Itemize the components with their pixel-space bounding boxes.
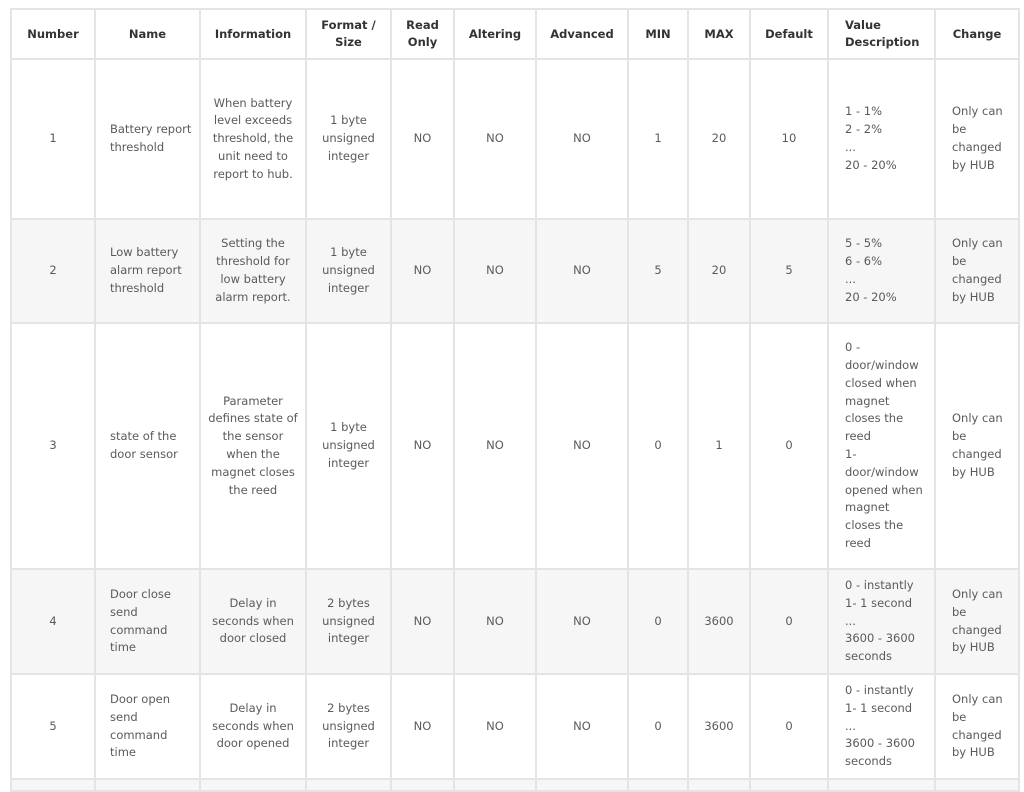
header-change: Change xyxy=(935,9,1019,59)
value-line: 5 - 5% xyxy=(845,236,883,251)
cell-read-only: NO xyxy=(391,674,454,779)
cell-number: 5 xyxy=(11,674,95,779)
value-line: 0 - instantly xyxy=(845,683,914,697)
cell-default: 10 xyxy=(750,59,828,219)
cell-name: state of the door sensor xyxy=(95,323,200,569)
value-line: ... xyxy=(845,718,856,733)
cell-advanced: NO xyxy=(536,59,628,219)
cell-read-only: NO xyxy=(391,59,454,219)
header-format-size: Format / Size xyxy=(306,9,391,59)
cell-value-description xyxy=(828,569,935,674)
cell-altering: NO xyxy=(454,674,536,779)
header-altering: Altering xyxy=(454,9,536,59)
value-line: 20 - 20% xyxy=(845,157,897,172)
cell-min: 0 xyxy=(628,569,688,674)
cell-default: 5 xyxy=(750,219,828,323)
cell-read-only: NO xyxy=(391,569,454,674)
cell-name: Door close send command time xyxy=(95,569,200,674)
cell-format: 1 byte unsigned integer xyxy=(306,219,391,323)
cell-min: 1 xyxy=(628,59,688,219)
cell-min: 0 xyxy=(628,323,688,569)
cell-change: Only can be changed by HUB xyxy=(935,59,1019,219)
table-row xyxy=(11,674,1019,779)
header-min: MIN xyxy=(628,9,688,59)
header-read-only: Read Only xyxy=(391,9,454,59)
cell-max: 20 xyxy=(688,59,750,219)
cell-number: 4 xyxy=(11,569,95,674)
cell-min: 0 xyxy=(628,674,688,779)
cell-value-description xyxy=(828,219,935,323)
cell-max: 3600 xyxy=(688,674,750,779)
cell-min: 5 xyxy=(628,219,688,323)
table-row xyxy=(11,569,1019,674)
header-max: MAX xyxy=(688,9,750,59)
cell-advanced: NO xyxy=(536,569,628,674)
cell-change: Only can be changed by HUB xyxy=(935,569,1019,674)
cell-altering: NO xyxy=(454,59,536,219)
cell-altering: NO xyxy=(454,219,536,323)
cell-format: 2 bytes unsigned integer xyxy=(306,674,391,779)
header-name: Name xyxy=(95,9,200,59)
cell-name: Low battery alarm report threshold xyxy=(95,219,200,323)
cell-read-only: NO xyxy=(391,323,454,569)
cell-read-only: NO xyxy=(391,219,454,323)
table-row xyxy=(11,219,1019,323)
value-line: 1- door/window opened when magnet closes the reed xyxy=(845,447,923,550)
cell-number: 2 xyxy=(11,219,95,323)
cell-altering: NO xyxy=(454,569,536,674)
cell-value-description xyxy=(828,59,935,219)
value-line: ... xyxy=(845,272,856,286)
cell-value-description xyxy=(828,674,935,779)
cell-information: Delay in seconds when door opened xyxy=(200,674,306,779)
parameter-table xyxy=(10,8,1020,792)
cell-information: Setting the threshold for low battery alarm report. xyxy=(200,219,306,323)
cell-default: 0 xyxy=(750,323,828,569)
cell-value-description xyxy=(828,323,935,569)
value-line: 0 - instantly xyxy=(845,578,914,592)
cell-altering: NO xyxy=(454,323,536,569)
table-row-partial xyxy=(11,779,1019,791)
header-number: Number xyxy=(11,9,95,59)
table-row xyxy=(11,59,1019,219)
header-information: Information xyxy=(200,9,306,59)
cell-format: 1 byte unsigned integer xyxy=(306,323,391,569)
value-line: 3600 - 3600 seconds xyxy=(845,736,915,769)
header-row xyxy=(11,9,1019,59)
cell-information: Delay in seconds when door closed xyxy=(200,569,306,674)
cell-information: When battery level exceeds threshold, the unit need to report to hub. xyxy=(200,59,306,219)
value-line: 6 - 6% xyxy=(845,254,883,269)
value-line: 0 - door/window closed when magnet closes the reed xyxy=(845,340,919,444)
header-value-description: Value Description xyxy=(828,9,935,59)
value-line: 20 - 20% xyxy=(845,289,897,304)
cell-name: Door open send command time xyxy=(95,674,200,779)
value-line: ... xyxy=(845,140,856,154)
table-row xyxy=(11,323,1019,569)
cell-default: 0 xyxy=(750,674,828,779)
cell-advanced: NO xyxy=(536,323,628,569)
cell-number: 1 xyxy=(11,59,95,219)
cell-change: Only can be changed by HUB xyxy=(935,323,1019,569)
cell-change: Only can be changed by HUB xyxy=(935,219,1019,323)
cell-max: 20 xyxy=(688,219,750,323)
header-default: Default xyxy=(750,9,828,59)
value-line: 1- 1 second xyxy=(845,700,913,715)
cell-information: Parameter defines state of the sensor when the magnet closes the reed xyxy=(200,323,306,569)
cell-change: Only can be changed by HUB xyxy=(935,674,1019,779)
cell-advanced: NO xyxy=(536,219,628,323)
cell-max: 3600 xyxy=(688,569,750,674)
cell-advanced: NO xyxy=(536,674,628,779)
cell-number: 3 xyxy=(11,323,95,569)
cell-max: 1 xyxy=(688,323,750,569)
cell-format: 1 byte unsigned integer xyxy=(306,59,391,219)
value-line: 3600 - 3600 seconds xyxy=(845,631,915,664)
cell-default: 0 xyxy=(750,569,828,674)
value-line: 1 - 1% xyxy=(845,104,883,119)
parameter-table-container xyxy=(10,8,1020,792)
cell-format: 2 bytes unsigned integer xyxy=(306,569,391,674)
value-line: ... xyxy=(845,613,856,628)
header-advanced: Advanced xyxy=(536,9,628,59)
cell-name: Battery report threshold xyxy=(95,59,200,219)
value-line: 2 - 2% xyxy=(845,122,883,137)
value-line: 1- 1 second xyxy=(845,595,913,610)
